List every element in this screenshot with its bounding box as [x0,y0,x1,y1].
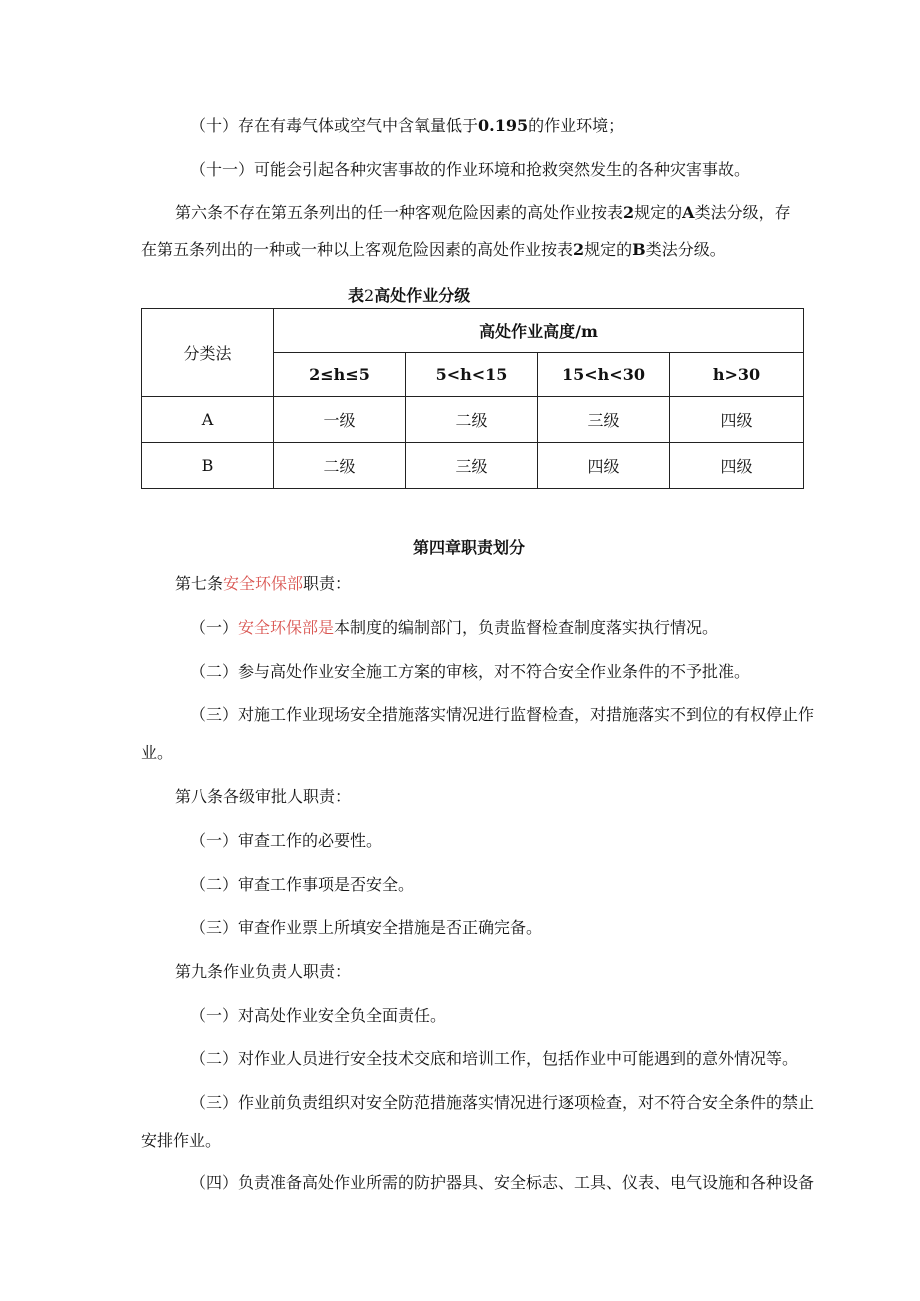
article-8: 第八条各级审批人职责： [175,787,352,806]
caption-prefix: 表 [348,286,365,305]
grade-cell: 一级 [274,397,406,443]
article-7-prefix: 第七条 [175,574,224,593]
article-9-item-1: （一）对高处作业安全负全面责任。 [190,1006,447,1025]
class-cell: B [142,443,274,489]
article-6-line-1 [175,203,791,223]
article-6-text: 类法分级，存 [694,203,791,222]
department-name: 安全环保部是 [238,618,335,637]
grade-cell: 四级 [670,397,804,443]
article-8-item-1: （一）审查工作的必要性。 [190,831,383,850]
caption-number: 2 [364,286,375,305]
table-ref: 2 [623,203,635,222]
table-caption [348,286,470,306]
header-height: 高处作业高度/m [274,309,804,353]
article-9-item-3-line-2: 安排作业。 [141,1131,222,1150]
article-8-item-3: （三）审查作业票上所填安全措施是否正确完备。 [190,918,543,937]
height-grading-table [141,308,804,489]
article-6-text: 规定的 [634,203,683,222]
range-cell: h>30 [670,353,804,397]
article-6-text: 在第五条列出的一种或一种以上客观危险因素的高处作业按表 [141,240,574,259]
table-row [142,443,804,489]
item-marker: （一） [190,618,239,637]
grade-cell: 三级 [538,397,670,443]
range-cell: 2≤h≤5 [274,353,406,397]
article-9-item-4: （四）负责准备高处作业所需的防护器具、安全标志、工具、仪表、电气设施和各种设备 [190,1173,815,1192]
header-method: 分类法 [142,309,274,397]
grade-cell: 四级 [670,443,804,489]
class-ref: A [682,203,695,222]
article-9: 第九条作业负责人职责： [175,962,352,981]
range-cell: 5<h<15 [406,353,538,397]
grade-cell: 二级 [406,397,538,443]
article-7-item-3-line-1: （三）对施工作业现场安全措施落实情况进行监督检查，对措施落实不到位的有权停止作 [190,705,815,724]
oxygen-value: 0.195 [478,116,529,135]
grade-cell: 三级 [406,443,538,489]
article-6-line-2 [141,240,726,260]
item-text: 本制度的编制部门，负责监督检查制度落实执行情况。 [334,618,719,637]
item-11: （十一）可能会引起各种灾害事故的作业环境和抢救突然发生的各种灾害事故。 [190,160,751,179]
article-7-item-3-line-2: 业。 [141,743,174,762]
caption-text: 高处作业分级 [374,286,471,305]
class-ref: B [632,240,646,259]
table-ref: 2 [573,240,585,259]
article-6-text: 规定的 [584,240,633,259]
article-9-item-2: （二）对作业人员进行安全技术交底和培训工作，包括作业中可能遇到的意外情况等。 [190,1049,799,1068]
chapter-title: 第四章职责划分 [413,538,526,557]
article-8-item-2: （二）审查工作事项是否安全。 [190,875,415,894]
range-cell: 15<h<30 [538,353,670,397]
grade-cell: 二级 [274,443,406,489]
article-9-item-3-line-1: （三）作业前负责组织对安全防范措施落实情况进行逐项检查，对不符合安全条件的禁止 [190,1093,815,1112]
department-name: 安全环保部 [223,574,304,593]
grade-cell: 四级 [538,443,670,489]
article-6-text: 第六条不存在第五条列出的任一种客观危险因素的高处作业按表 [175,203,624,222]
article-7-item-2: （二）参与高处作业安全施工方案的审核，对不符合安全作业条件的不予批准。 [190,662,751,681]
item-10-text-end: 的作业环境； [528,116,625,135]
table-row [142,397,804,443]
article-7-suffix: 职责： [303,574,352,593]
item-10-text: （十）存在有毒气体或空气中含氧量低于 [190,116,479,135]
article-6-text: 类法分级。 [645,240,726,259]
class-cell: A [142,397,274,443]
article-7-item-1 [190,618,718,638]
article-7 [175,574,351,594]
item-10 [190,116,624,136]
